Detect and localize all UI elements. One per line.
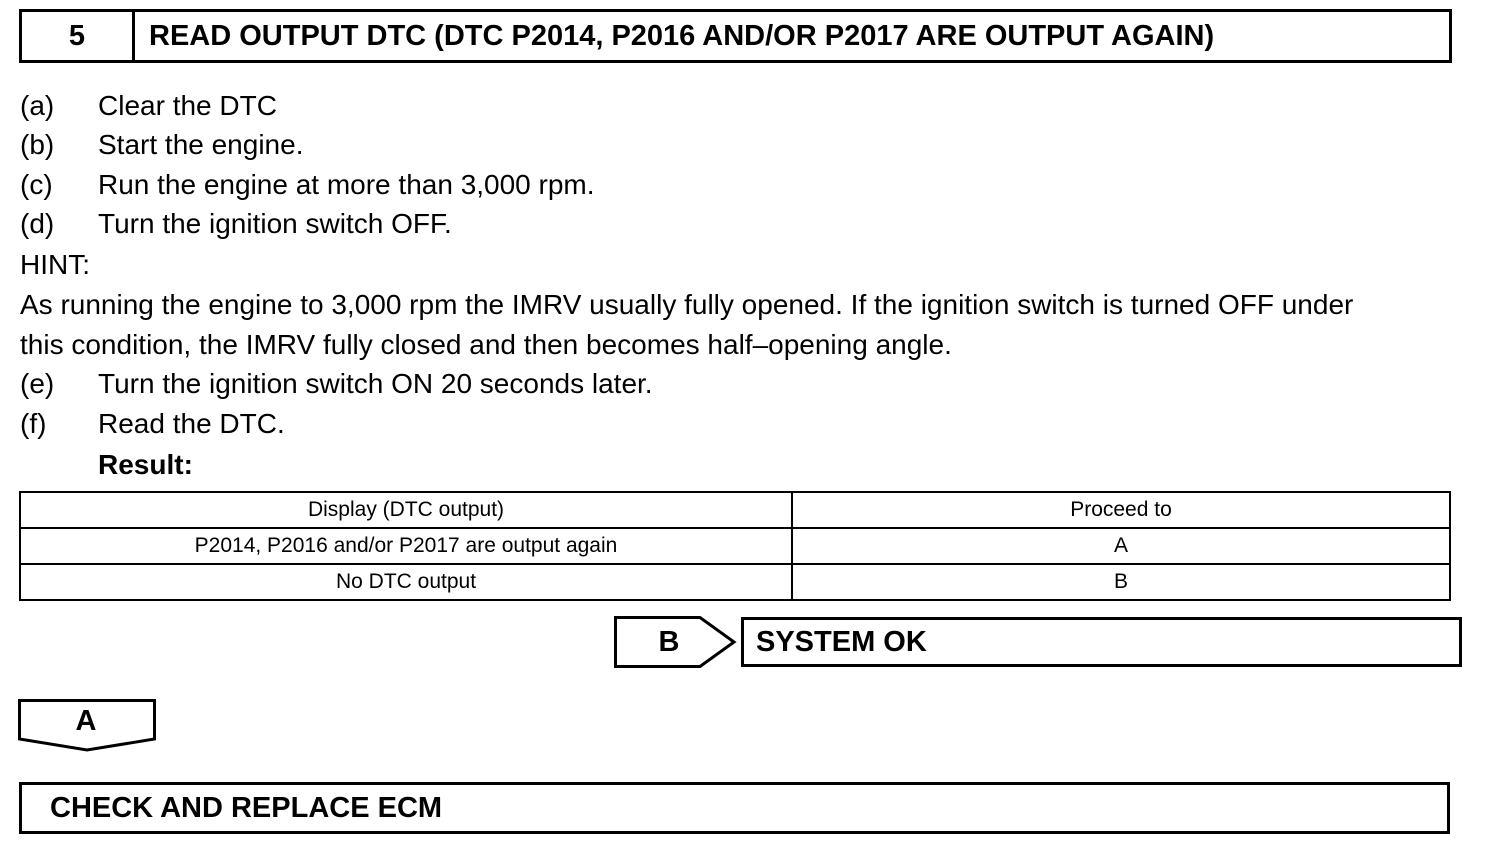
step-item-f	[20, 404, 285, 444]
step-text: Turn the ignition switch OFF.	[98, 208, 452, 239]
step-label: (d)	[20, 208, 55, 239]
table-cell-display: No DTC output	[20, 564, 792, 600]
step-item-a	[20, 86, 277, 126]
table-cell-proceed: A	[792, 528, 1450, 564]
table-header-row	[20, 492, 1450, 528]
table-row	[20, 564, 1450, 600]
step-text: Run the engine at more than 3,000 rpm.	[98, 169, 595, 200]
step-label: (e)	[20, 368, 55, 399]
branch-b-letter: B	[658, 625, 680, 658]
step-number: 5	[22, 12, 135, 60]
hint-label: HINT:	[20, 249, 90, 280]
branch-a-letter: A	[75, 704, 97, 737]
step-label: (b)	[20, 129, 55, 160]
step-text: Read the DTC.	[98, 408, 285, 439]
step-label: (c)	[20, 169, 53, 200]
check-replace-ecm-box: CHECK AND REPLACE ECM	[19, 782, 1450, 834]
step-item-b	[20, 125, 303, 165]
table-cell-proceed: B	[792, 564, 1450, 600]
table-cell-display: P2014, P2016 and/or P2017 are output again	[20, 528, 792, 564]
step-text: Clear the DTC	[98, 90, 277, 121]
step-item-d	[20, 204, 452, 244]
step-header	[19, 9, 1452, 63]
hint-text	[20, 285, 1460, 365]
step-label: (f)	[20, 408, 47, 439]
step-text: Start the engine.	[98, 129, 304, 160]
table-header-display: Display (DTC output)	[20, 492, 792, 528]
result-table	[19, 491, 1451, 601]
step-label: (a)	[20, 90, 55, 121]
step-item-e	[20, 364, 653, 404]
result-label: Result:	[98, 449, 193, 480]
system-ok-box: SYSTEM OK	[741, 617, 1462, 667]
hint-line: this condition, the IMRV fully closed and then becomes half–opening angle.	[20, 329, 952, 360]
table-header-proceed: Proceed to	[792, 492, 1450, 528]
step-item-c	[20, 165, 595, 205]
step-title: READ OUTPUT DTC (DTC P2014, P2016 AND/OR P2017 ARE OUTPUT AGAIN)	[149, 19, 1215, 52]
hint-line: As running the engine to 3,000 rpm the IMRV usually fully opened. If the ignition switch is turned OFF under	[20, 289, 1354, 320]
table-row	[20, 528, 1450, 564]
step-text: Turn the ignition switch ON 20 seconds later.	[98, 368, 653, 399]
